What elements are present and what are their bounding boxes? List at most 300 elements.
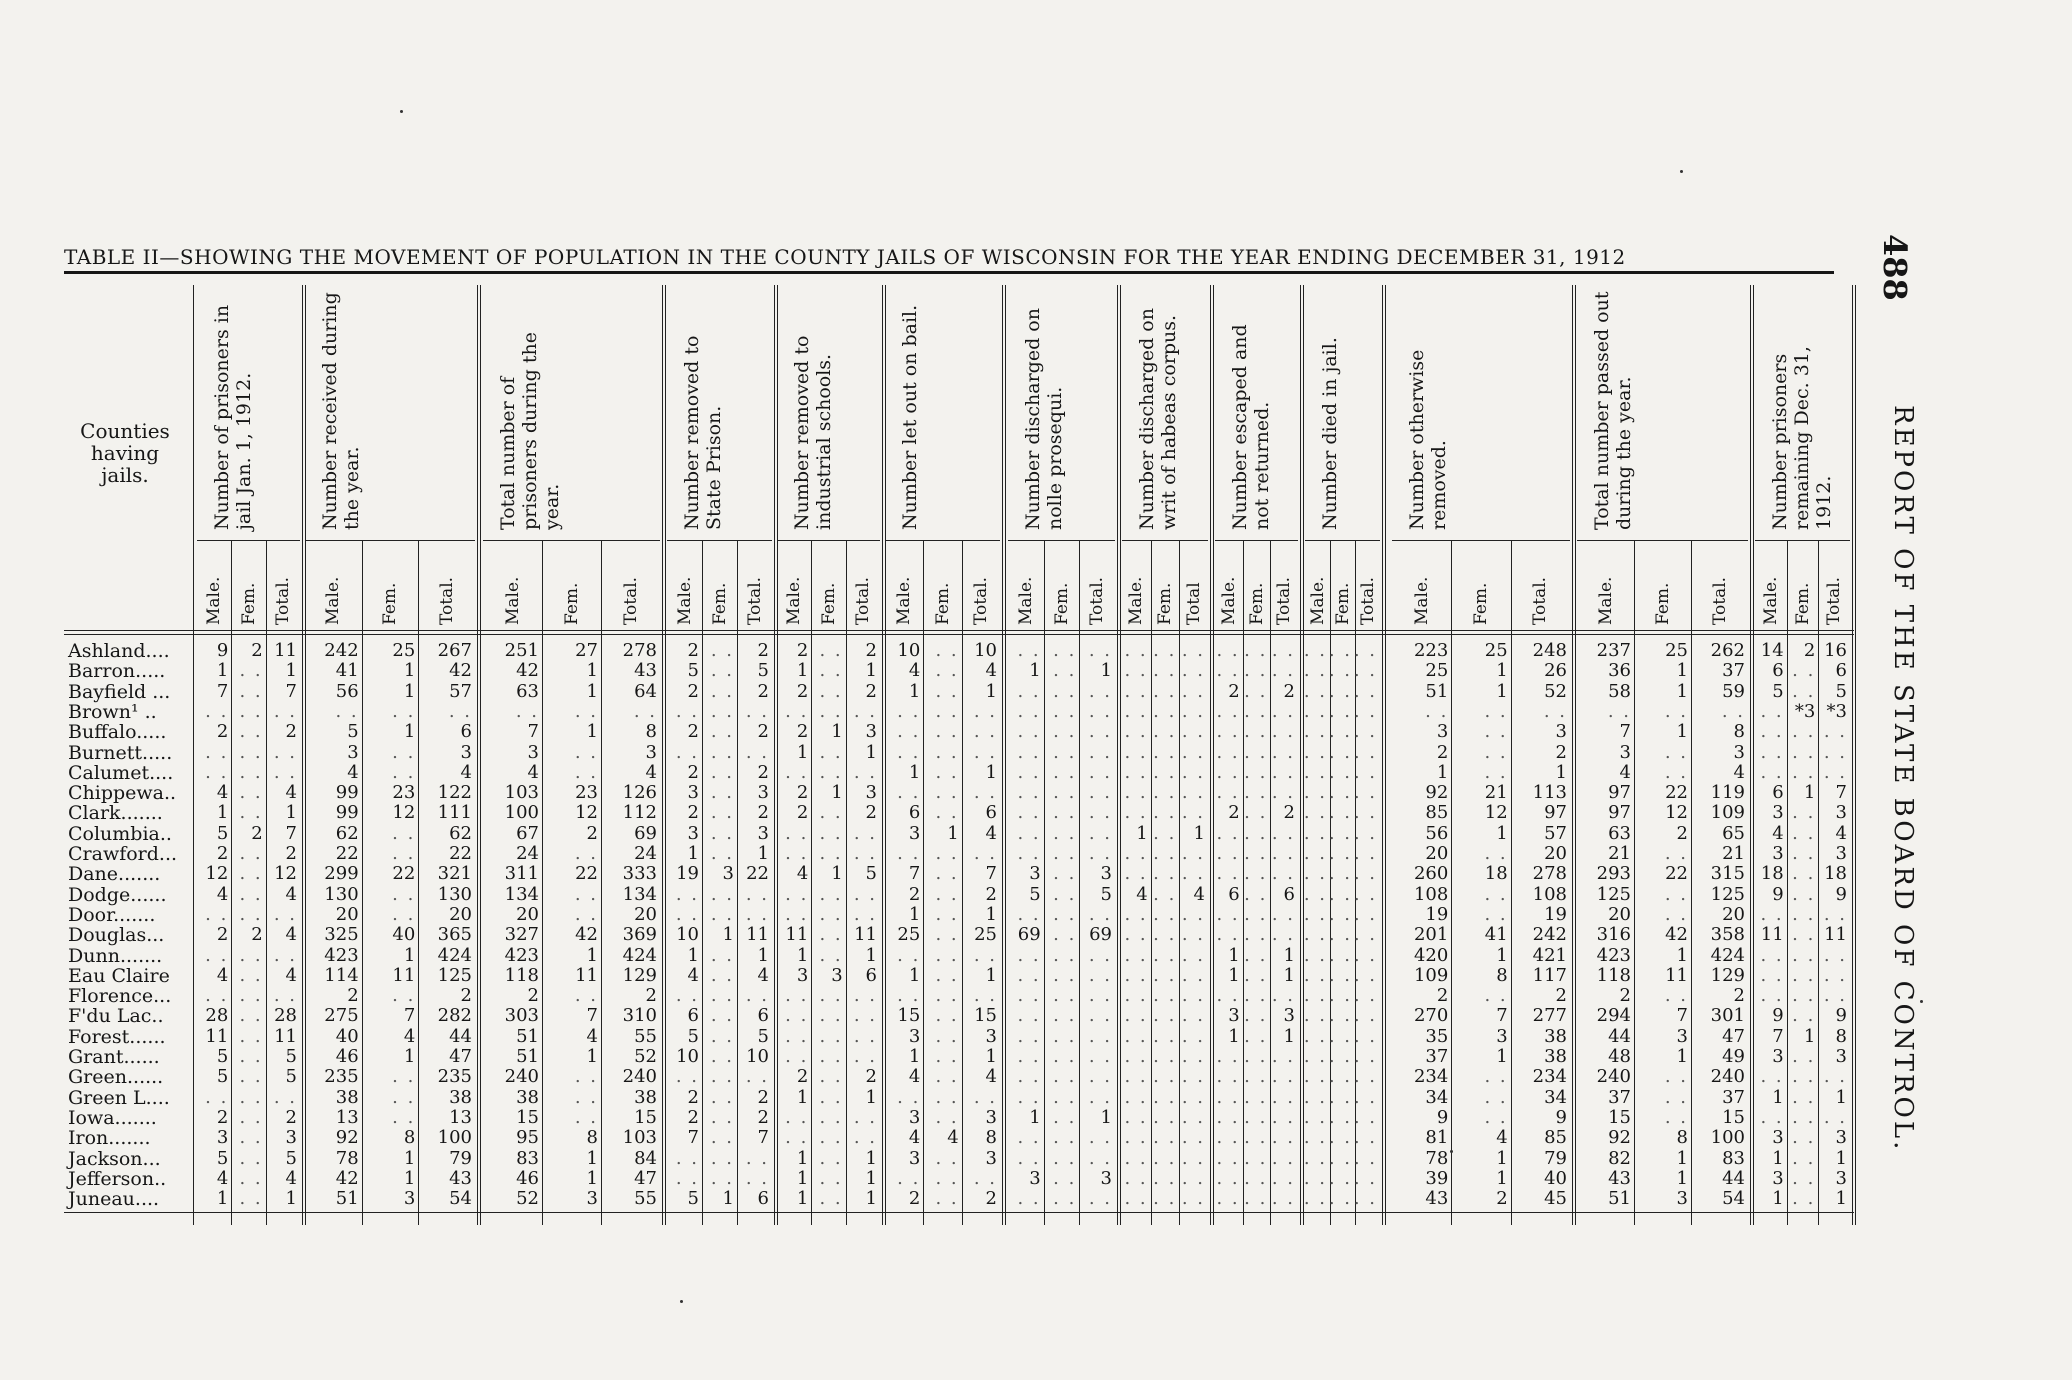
table-cell: . . <box>1271 1147 1295 1169</box>
table-cell: 1 <box>1835 1147 1847 1169</box>
speck <box>1450 1150 1453 1153</box>
table-cell: 1 <box>1772 1086 1784 1108</box>
table-cell: 1 <box>908 1046 921 1067</box>
table-cell: . . <box>1353 863 1377 885</box>
group-header-rule <box>777 540 880 541</box>
table-cell: . . <box>710 660 734 682</box>
table-cell: . . <box>1053 741 1077 763</box>
table-cell: . . <box>1124 721 1148 743</box>
table-cell: 240 <box>1596 1066 1631 1088</box>
table-cell: . . <box>1792 1106 1816 1128</box>
table-cell: . . <box>1244 1106 1268 1128</box>
table-cell: . . <box>1303 1086 1327 1108</box>
table-cell: . . <box>1053 640 1077 661</box>
table-cell: . . <box>1303 1066 1327 1088</box>
table-cell: . . <box>710 843 734 864</box>
county-name: Bayfield ... <box>68 680 171 703</box>
table-cell: 67 <box>516 822 539 844</box>
table-cell: . . <box>1328 741 1352 763</box>
table-cell: . . <box>1328 944 1352 966</box>
table-cell: . . <box>1088 964 1112 986</box>
table-cell: 420 <box>1413 944 1449 966</box>
sub-header: Total. <box>1087 576 1108 625</box>
table-cell: . . <box>1303 700 1327 722</box>
table-cell: 2 <box>757 721 769 743</box>
county-name: Jackson... <box>68 1147 161 1170</box>
table-cell: . . <box>935 1167 959 1189</box>
table-cell: . . <box>1017 700 1041 722</box>
table-cell: 3 <box>1228 1005 1240 1027</box>
table-cell: . . <box>1328 680 1352 702</box>
table-cell: 3 <box>1835 1046 1847 1067</box>
table-cell: . . <box>1353 944 1377 966</box>
table-cell: . . <box>1153 1106 1177 1128</box>
table-cell: . . <box>935 640 959 661</box>
table-cell: . . <box>1181 1167 1205 1189</box>
table-cell: 2 <box>865 802 877 824</box>
table-cell: . . <box>819 660 843 682</box>
table-cell: . . <box>1124 1005 1148 1027</box>
table-cell: . . <box>935 660 959 682</box>
group-header-rule <box>667 540 772 541</box>
table-cell: . . <box>1017 741 1041 763</box>
table-cell: 2 <box>865 640 877 661</box>
table-cell: . . <box>897 843 921 864</box>
table-cell: . . <box>1303 944 1327 966</box>
table-cell: . . <box>1484 741 1508 763</box>
table-cell: . . <box>205 1086 229 1108</box>
table-cell: 20 <box>1544 843 1567 864</box>
table-cell: 1 <box>1436 761 1449 783</box>
table-cell: . . <box>935 1188 959 1210</box>
table-cell: . . <box>1328 700 1352 722</box>
table-cell: 118 <box>504 964 539 986</box>
table-cell: 85 <box>1425 802 1449 824</box>
table-cell: 3 <box>216 1127 229 1149</box>
sub-header: Total. <box>852 576 873 625</box>
table-cell: . . <box>1017 1046 1041 1067</box>
table-cell: . . <box>1153 1167 1177 1189</box>
table-cell: . . <box>1181 1106 1205 1128</box>
group-header-rule <box>1122 540 1208 541</box>
table-cell: 6 <box>1772 660 1784 682</box>
table-cell: . . <box>1244 903 1268 925</box>
table-cell: . . <box>1328 782 1352 804</box>
table-cell: 4 <box>285 883 297 905</box>
table-cell: . . <box>935 802 959 824</box>
table-cell: 49 <box>1722 1046 1745 1067</box>
table-cell: 1 <box>285 802 297 824</box>
table-cell: . . <box>1244 843 1268 864</box>
table-cell: 65 <box>1722 822 1745 844</box>
table-cell: . . <box>1181 1147 1205 1169</box>
table-cell: 7 <box>687 1127 699 1149</box>
table-cell: 6 <box>865 964 877 986</box>
table-cell: . . <box>1053 1005 1077 1027</box>
table-cell: . . <box>973 1167 997 1189</box>
group-header: Number otherwise removed. <box>1406 349 1450 530</box>
table-cell: 1 <box>908 680 921 702</box>
table-cell: 301 <box>1710 1005 1745 1027</box>
county-name: Iron....... <box>68 1127 151 1150</box>
table-cell: 1 <box>285 1188 297 1210</box>
table-cell: 2 <box>757 640 769 661</box>
table-cell: 1 <box>722 1188 734 1210</box>
sub-header: Fem. <box>932 582 953 625</box>
table-cell: 4 <box>1619 761 1631 783</box>
table-cell: 9 <box>1436 1106 1449 1128</box>
table-cell: 79 <box>449 1147 472 1169</box>
table-cell: . . <box>853 985 877 1007</box>
table-cell: 1 <box>1283 1025 1295 1047</box>
table-cell: 3 <box>1100 863 1112 885</box>
table-cell: 114 <box>324 964 359 986</box>
table-cell: 2 <box>251 640 263 661</box>
table-cell: . . <box>853 883 877 905</box>
table-cell: 51 <box>516 1046 539 1067</box>
table-cell: 4 <box>908 660 921 682</box>
table-cell: . . <box>1153 903 1177 925</box>
table-cell: . . <box>973 700 997 722</box>
table-cell: 24 <box>634 843 657 864</box>
table-cell: . . <box>1353 761 1377 783</box>
table-cell: 1 <box>1029 1106 1041 1128</box>
table-cell: 1 <box>216 660 229 682</box>
county-name: Buffalo..... <box>68 721 167 744</box>
speck <box>680 1300 683 1303</box>
table-cell: 2 <box>1283 680 1295 702</box>
table-cell: . . <box>675 903 699 925</box>
table-cell: 4 <box>1733 761 1745 783</box>
table-cell: 4 <box>985 822 997 844</box>
table-cell: . . <box>1760 741 1784 763</box>
county-name: Forest...... <box>68 1025 166 1048</box>
table-cell: 25 <box>974 924 997 946</box>
table-cell: . . <box>785 761 809 783</box>
table-cell: 1 <box>1496 822 1508 844</box>
table-cell: 20 <box>1425 843 1449 864</box>
table-cell: . . <box>853 1005 877 1027</box>
table-cell: . . <box>1244 1086 1268 1108</box>
table-cell: 262 <box>1710 640 1745 661</box>
group-divider <box>1382 285 1383 1225</box>
sub-header: Fem. <box>380 582 400 625</box>
table-cell: 3 <box>865 721 877 743</box>
table-cell: 7 <box>285 680 297 702</box>
table-cell: . . <box>1792 1005 1816 1027</box>
table-cell: 125 <box>1710 883 1745 905</box>
table-cell: 5 <box>687 660 699 682</box>
table-cell: 13 <box>335 1106 359 1128</box>
table-cell: . . <box>1153 721 1177 743</box>
table-cell: . . <box>710 1127 734 1149</box>
table-cell: 3 <box>908 822 921 844</box>
table-cell: 20 <box>1722 903 1745 925</box>
table-cell: . . <box>1303 1127 1327 1149</box>
table-cell: 12 <box>274 863 297 885</box>
table-cell: . . <box>1792 660 1816 682</box>
table-cell: 55 <box>634 1025 657 1047</box>
table-cell: 58 <box>1608 680 1631 702</box>
table-cell: 4 <box>985 660 997 682</box>
table-cell: . . <box>935 1066 959 1088</box>
table-cell: . . <box>1303 782 1327 804</box>
table-cell: 2 <box>1803 640 1816 661</box>
table-cell: 4 <box>216 964 229 986</box>
table-cell: . . <box>1053 802 1077 824</box>
table-cell: 2 <box>645 985 657 1007</box>
table-cell: 42 <box>449 660 472 682</box>
sub-header: Male. <box>1218 576 1239 625</box>
sub-header: Male. <box>204 576 225 625</box>
table-cell: 52 <box>516 1188 539 1210</box>
table-cell: 129 <box>622 964 657 986</box>
table-cell: 2 <box>216 924 229 946</box>
table-cell: 15 <box>1608 1106 1631 1128</box>
table-cell: 1 <box>865 1147 877 1169</box>
table-cell: . . <box>1017 782 1041 804</box>
table-cell: . . <box>1088 822 1112 844</box>
table-cell: . . <box>1053 1188 1077 1210</box>
table-cell: . . <box>1181 1086 1205 1108</box>
table-cell: . . <box>1017 985 1041 1007</box>
table-cell: . . <box>1303 903 1327 925</box>
group-header: Number prisoners remaining Dec. 31, 1912. <box>1769 346 1835 530</box>
table-cell: . . <box>853 761 877 783</box>
table-cell: 2 <box>527 985 539 1007</box>
table-cell: 3 <box>908 1106 921 1128</box>
table-cell: 42 <box>575 924 598 946</box>
table-cell: 4 <box>1496 1127 1508 1149</box>
table-cell: . . <box>1153 761 1177 783</box>
table-cell: 62 <box>449 822 472 844</box>
table-cell: . . <box>1053 964 1077 986</box>
table-cell: 3 <box>285 1127 297 1149</box>
table-cell: 97 <box>1544 802 1567 824</box>
table-cell: . . <box>1153 944 1177 966</box>
table-cell: . . <box>574 903 598 925</box>
table-cell: . . <box>1792 802 1816 824</box>
table-cell: . . <box>1153 924 1177 946</box>
table-cell: . . <box>1088 721 1112 743</box>
table-cell: 5 <box>687 1025 699 1047</box>
table-cell: 2 <box>216 843 229 864</box>
table-cell: 248 <box>1532 640 1567 661</box>
table-cell: 423 <box>324 944 359 966</box>
table-cell: 1 <box>285 660 297 682</box>
group-divider <box>1855 285 1856 1225</box>
county-name: Jefferson.. <box>68 1167 167 1190</box>
county-name: Brown¹ .. <box>68 700 157 723</box>
table-cell: . . <box>819 924 843 946</box>
table-cell: 8 <box>645 721 657 743</box>
table-cell: 234 <box>1532 1066 1567 1088</box>
table-cell: . . <box>853 822 877 844</box>
table-cell: 1 <box>1676 1046 1688 1067</box>
sub-header: Male. <box>1126 576 1147 625</box>
table-cell: . . <box>853 700 877 722</box>
table-cell: . . <box>1823 964 1847 986</box>
table-cell: . . <box>710 680 734 702</box>
table-cell: . . <box>675 1167 699 1189</box>
table-cell: 4 <box>645 761 657 783</box>
table-cell: . . <box>1017 1066 1041 1088</box>
table-cell: 62 <box>335 822 359 844</box>
table-cell: 38 <box>1544 1025 1567 1047</box>
table-cell: . . <box>935 680 959 702</box>
table-cell: . . <box>1353 640 1377 661</box>
table-cell: 1 <box>586 1046 598 1067</box>
table-cell: 2 <box>285 721 297 743</box>
table-cell: 109 <box>1710 802 1745 824</box>
table-cell: 22 <box>1665 782 1688 804</box>
table-cell: 20 <box>335 903 359 925</box>
table-cell: . . <box>1124 843 1148 864</box>
table-cell: 23 <box>575 782 598 804</box>
table-cell: . . <box>710 640 734 661</box>
table-cell: . . <box>1244 944 1268 966</box>
table-cell: . . <box>1017 843 1041 864</box>
group-header-rule <box>885 540 1000 541</box>
table-cell: 40 <box>1544 1167 1567 1189</box>
table-cell: 2 <box>687 802 699 824</box>
table-cell: . . <box>1124 863 1148 885</box>
table-cell: . . <box>710 721 734 743</box>
table-cell: . . <box>1664 843 1688 864</box>
table-cell: 1 <box>865 1167 877 1189</box>
table-cell: . . <box>1760 903 1784 925</box>
table-cell: . . <box>1353 964 1377 986</box>
table-cell: 242 <box>324 640 359 661</box>
table-cell: . . <box>1303 1147 1327 1169</box>
table-cell: 1 <box>586 1147 598 1169</box>
table-cell: 1 <box>831 721 843 743</box>
table-cell: 5 <box>1835 680 1847 702</box>
table-cell: 2 <box>796 640 809 661</box>
table-cell: . . <box>819 944 843 966</box>
table-cell: 18 <box>1484 863 1508 885</box>
table-cell: . . <box>819 700 843 722</box>
table-cell: 310 <box>622 1005 657 1027</box>
table-cell: 316 <box>1596 924 1631 946</box>
table-cell: . . <box>1664 883 1688 905</box>
table-cell: 3 <box>1733 741 1745 763</box>
table-cell: . . <box>1216 660 1240 682</box>
table-cell: 11 <box>746 924 769 946</box>
table-cell: 63 <box>1608 822 1631 844</box>
table-cell: . . <box>1124 1147 1148 1169</box>
table-cell: . . <box>1328 903 1352 925</box>
table-cell: . . <box>273 741 297 763</box>
table-cell: . . <box>853 1106 877 1128</box>
table-cell: . . <box>1823 721 1847 743</box>
table-cell: . . <box>1153 1188 1177 1210</box>
table-cell: . . <box>1153 802 1177 824</box>
table-cell: 2 <box>796 782 809 804</box>
table-cell: . . <box>1088 640 1112 661</box>
table-cell: 95 <box>516 1127 539 1149</box>
county-name: Eau Claire <box>68 964 170 987</box>
table-cell: 1 <box>796 1086 809 1108</box>
table-cell: . . <box>1216 721 1240 743</box>
table-cell: 1 <box>796 1167 809 1189</box>
table-cell: 117 <box>1532 964 1567 986</box>
table-cell: 2 <box>757 680 769 702</box>
table-cell: . . <box>1153 883 1177 905</box>
table-cell: . . <box>710 1046 734 1067</box>
table-cell: *3 <box>1826 700 1847 722</box>
table-cell: . . <box>574 1106 598 1128</box>
table-cell: 22 <box>392 863 416 885</box>
table-cell: . . <box>1124 782 1148 804</box>
table-cell: 3 <box>1436 721 1449 743</box>
table-cell: . . <box>1053 680 1077 702</box>
table-cell: 3 <box>1772 843 1784 864</box>
table-cell: . . <box>1053 1127 1077 1149</box>
table-cell: 134 <box>622 883 657 905</box>
county-name: Iowa....... <box>68 1106 157 1129</box>
table-cell: . . <box>710 700 734 722</box>
table-cell: . . <box>1792 761 1816 783</box>
table-cell: 333 <box>622 863 657 885</box>
table-cell: 1 <box>865 660 877 682</box>
table-cell: . . <box>785 843 809 864</box>
table-cell: . . <box>819 1147 843 1169</box>
table-cell: . . <box>675 883 699 905</box>
table-cell: 8 <box>1496 964 1508 986</box>
table-cell: 4 <box>1136 883 1148 905</box>
table-cell: . . <box>1328 883 1352 905</box>
table-cell: . . <box>1124 1046 1148 1067</box>
table-cell: . . <box>1017 944 1041 966</box>
sub-header: Male. <box>1760 576 1781 625</box>
table-cell: 1 <box>908 964 921 986</box>
table-cell: . . <box>1153 1127 1177 1149</box>
sub-header: Fem. <box>1332 582 1353 625</box>
table-cell: 235 <box>324 1066 359 1088</box>
table-cell: 64 <box>634 680 657 702</box>
table-cell: . . <box>239 964 263 986</box>
table-cell: . . <box>785 1046 809 1067</box>
sub-header: Male. <box>674 576 695 625</box>
table-cell: 260 <box>1413 863 1449 885</box>
table-cell: . . <box>1328 761 1352 783</box>
table-cell: 3 <box>757 782 769 804</box>
table-cell: . . <box>1017 721 1041 743</box>
table-cell: . . <box>935 700 959 722</box>
county-name: Douglas... <box>68 924 165 947</box>
table-cell: 4 <box>947 1127 959 1149</box>
table-cell: . . <box>239 863 263 885</box>
table-cell: . . <box>897 741 921 763</box>
table-cell: 2 <box>796 802 809 824</box>
table-cell: 1 <box>403 680 416 702</box>
table-cell: 2 <box>216 1106 229 1128</box>
table-cell: 59 <box>1722 680 1745 702</box>
table-cell: 22 <box>449 843 472 864</box>
table-cell: . . <box>392 822 416 844</box>
table-cell: 2 <box>1555 985 1567 1007</box>
group-header-rule <box>305 540 475 541</box>
table-cell: . . <box>1124 1167 1148 1189</box>
table-cell: 1 <box>1676 680 1688 702</box>
table-cell: . . <box>392 985 416 1007</box>
table-cell: 2 <box>687 640 699 661</box>
table-cell: . . <box>205 903 229 925</box>
table-cell: 294 <box>1596 1005 1631 1027</box>
table-cell: 2 <box>865 680 877 702</box>
table-cell: . . <box>1088 1188 1112 1210</box>
